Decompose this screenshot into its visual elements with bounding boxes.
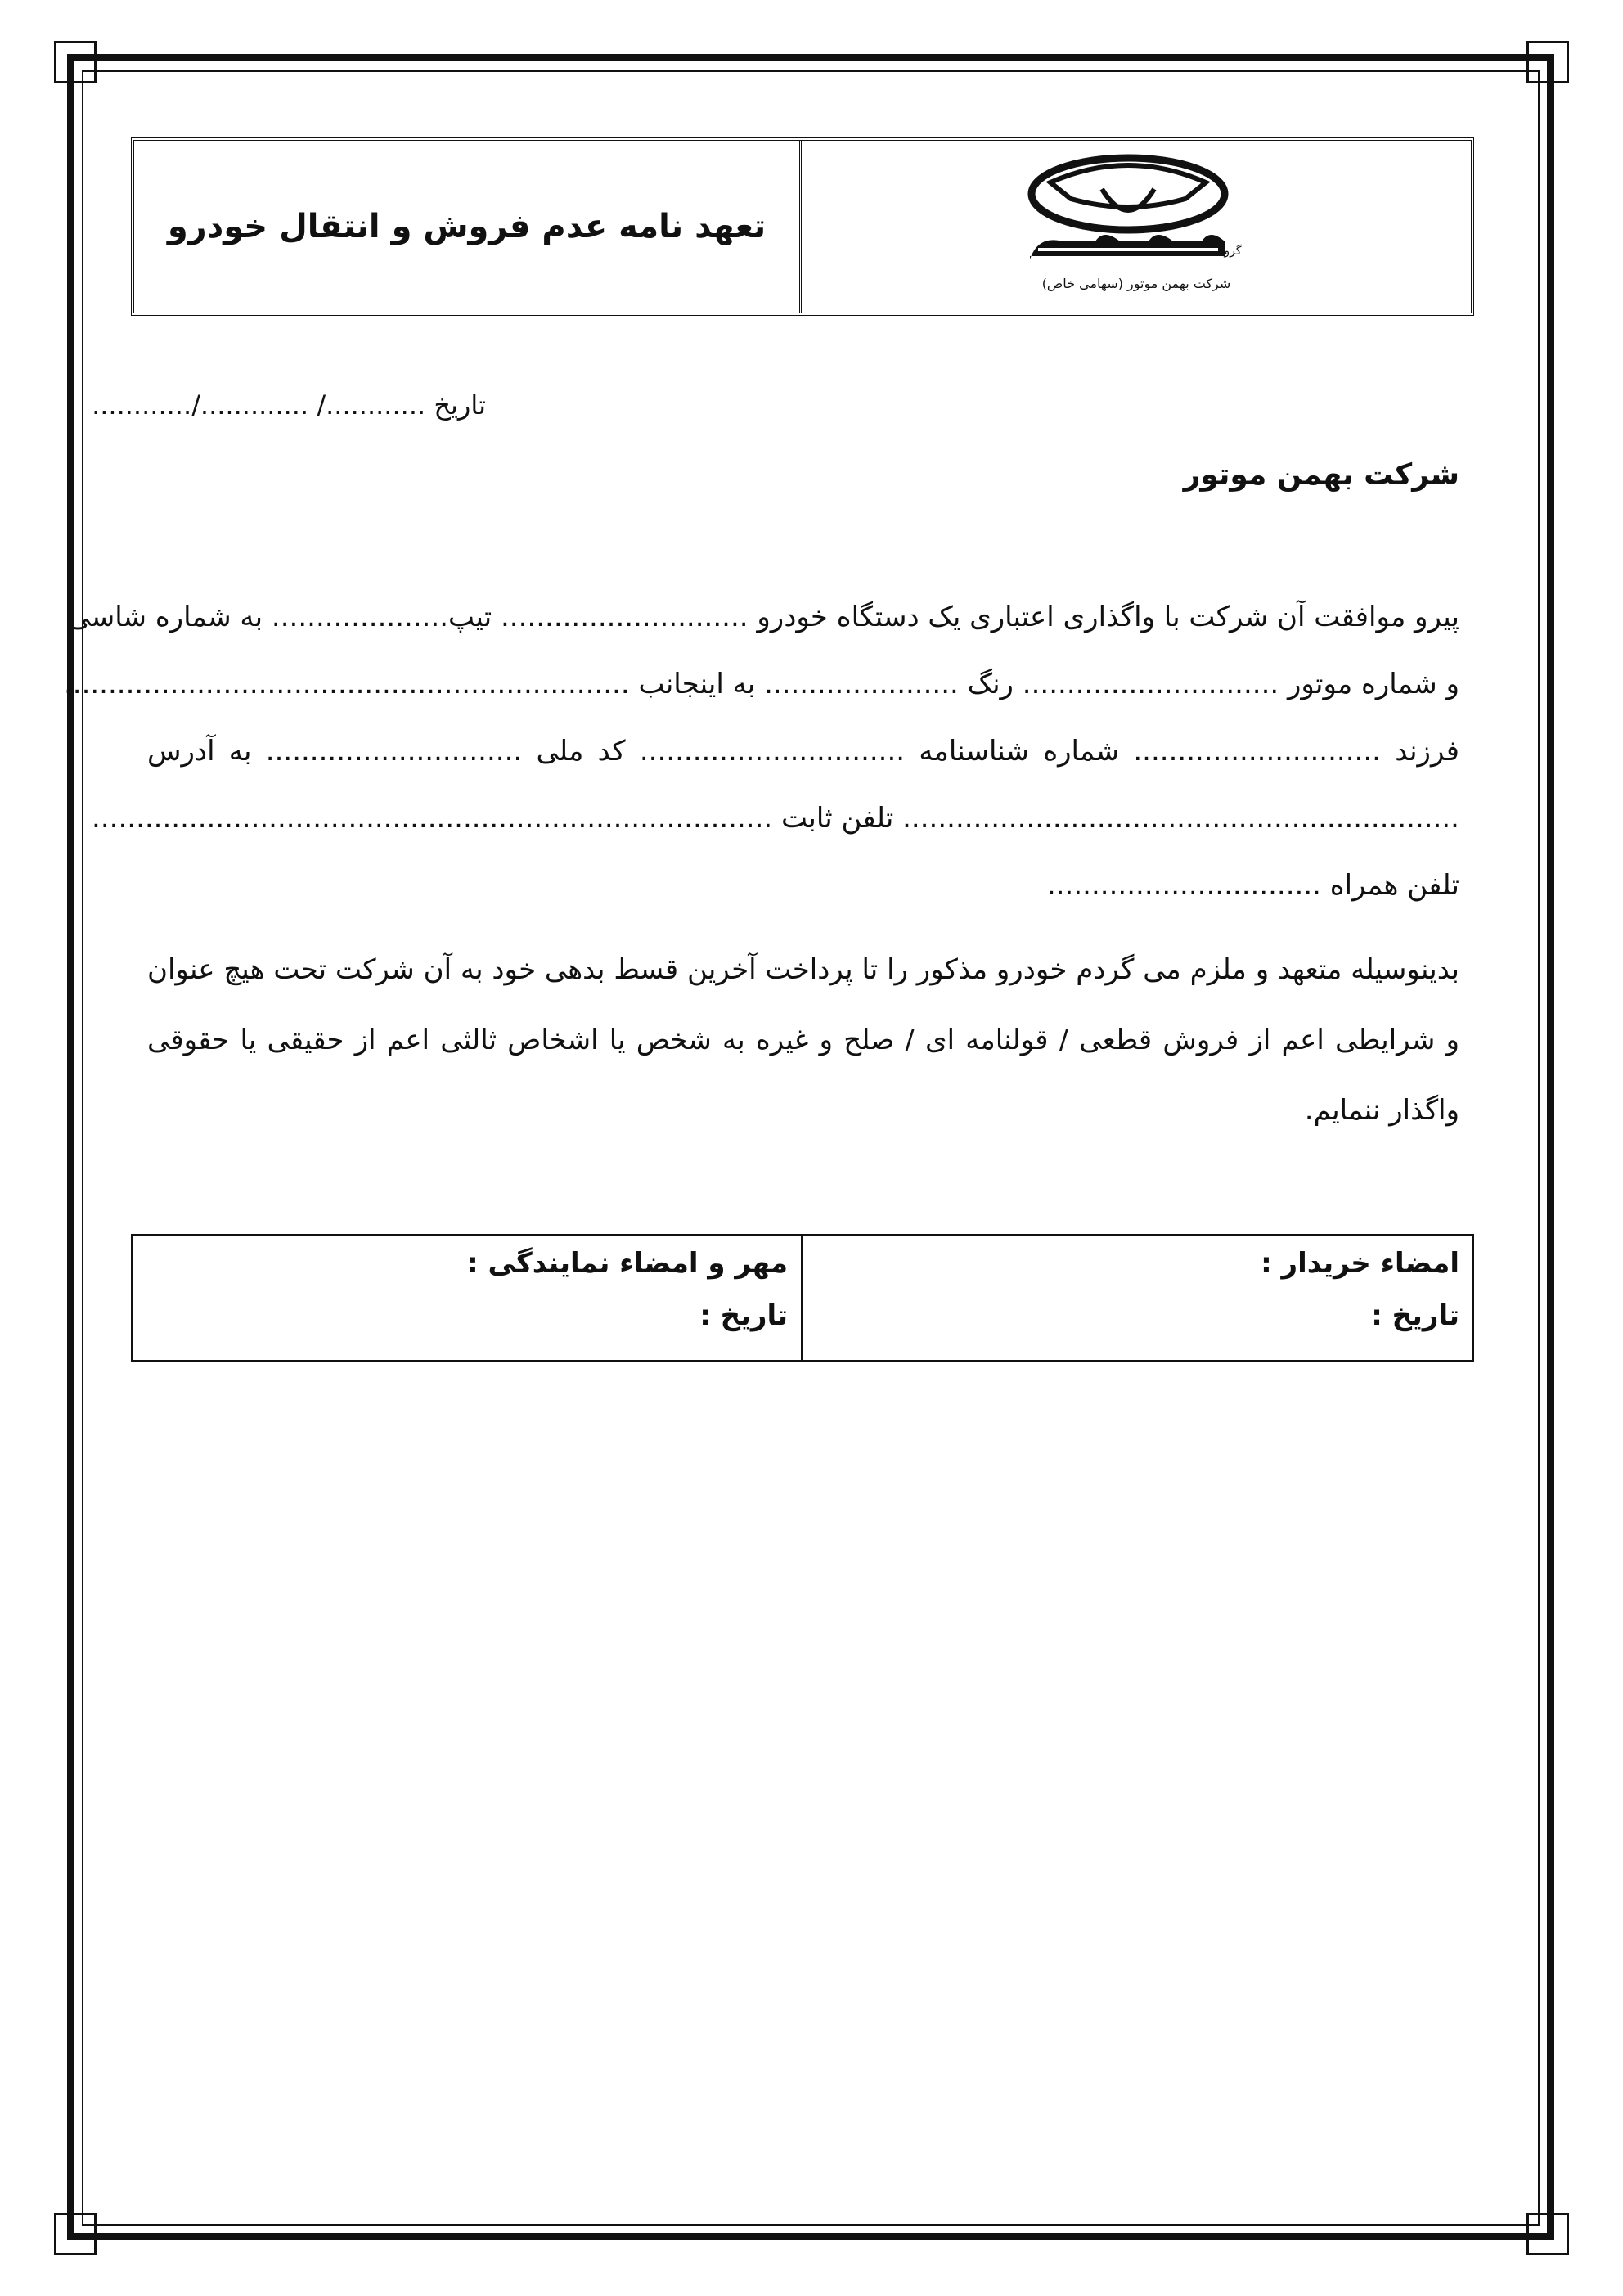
signature-table <box>131 1234 1474 1362</box>
form-line-address-phone: ............................................................... تلفن ثابت ............................................................................. <box>92 802 1459 835</box>
commitment-paragraph: بدینوسیله متعهد و ملزم می گردم خودرو مذکور را تا پرداخت آخرین قسط بدهی خود به آن شرکت تحت هیچ عنوان و شرایطی اعم از فروش قطعی / قولنامه ای / صلح و غیره به شخص یا اشخاص ثالثی اعم از حقیقی یا حقوقی واگذار ننمایم. <box>147 953 1459 1127</box>
document-body <box>63 0 1459 2296</box>
logo-group-text: گروه <box>1218 245 1242 258</box>
form-line-engine: و شماره موتور ............................. رنگ ...................... به اینجانب ................................................................ <box>63 668 1459 700</box>
form-line-identity: فرزند ............................ شماره شناسنامه .............................. کد ملی ............................. به آدرس <box>147 735 1459 768</box>
corner-ornament-bottom-right <box>1526 2213 1569 2255</box>
document-title: تعهد نامه عدم فروش و انتقال خودرو <box>167 208 767 245</box>
agency-signature-cell <box>133 1236 803 1360</box>
agency-date-label: تاریخ : <box>699 1299 788 1332</box>
agency-signature-label: مهر و امضاء نمایندگی : <box>467 1247 788 1280</box>
logo-company-text: شرکت بهمن موتور (سهامی خاص) <box>1041 276 1231 291</box>
corner-ornament-top-left <box>54 41 97 83</box>
date-line: تاریخ ............/ ............./............ <box>92 389 486 421</box>
buyer-signature-cell <box>803 1236 1472 1360</box>
form-line-mobile: تلفن همراه ............................... <box>1046 869 1459 902</box>
corner-ornament-top-right <box>1526 41 1569 83</box>
form-line-vehicle: پیرو موافقت آن شرکت با واگذاری اعتباری یک دستگاه خودرو ............................ تیپ.................... به شماره شاسی <box>68 601 1459 633</box>
buyer-date-label: تاریخ : <box>1371 1299 1459 1332</box>
corner-ornament-bottom-left <box>54 2213 97 2255</box>
buyer-signature-label: امضاء خریدار : <box>1261 1247 1459 1280</box>
company-name: شرکت بهمن موتور <box>1183 458 1459 492</box>
